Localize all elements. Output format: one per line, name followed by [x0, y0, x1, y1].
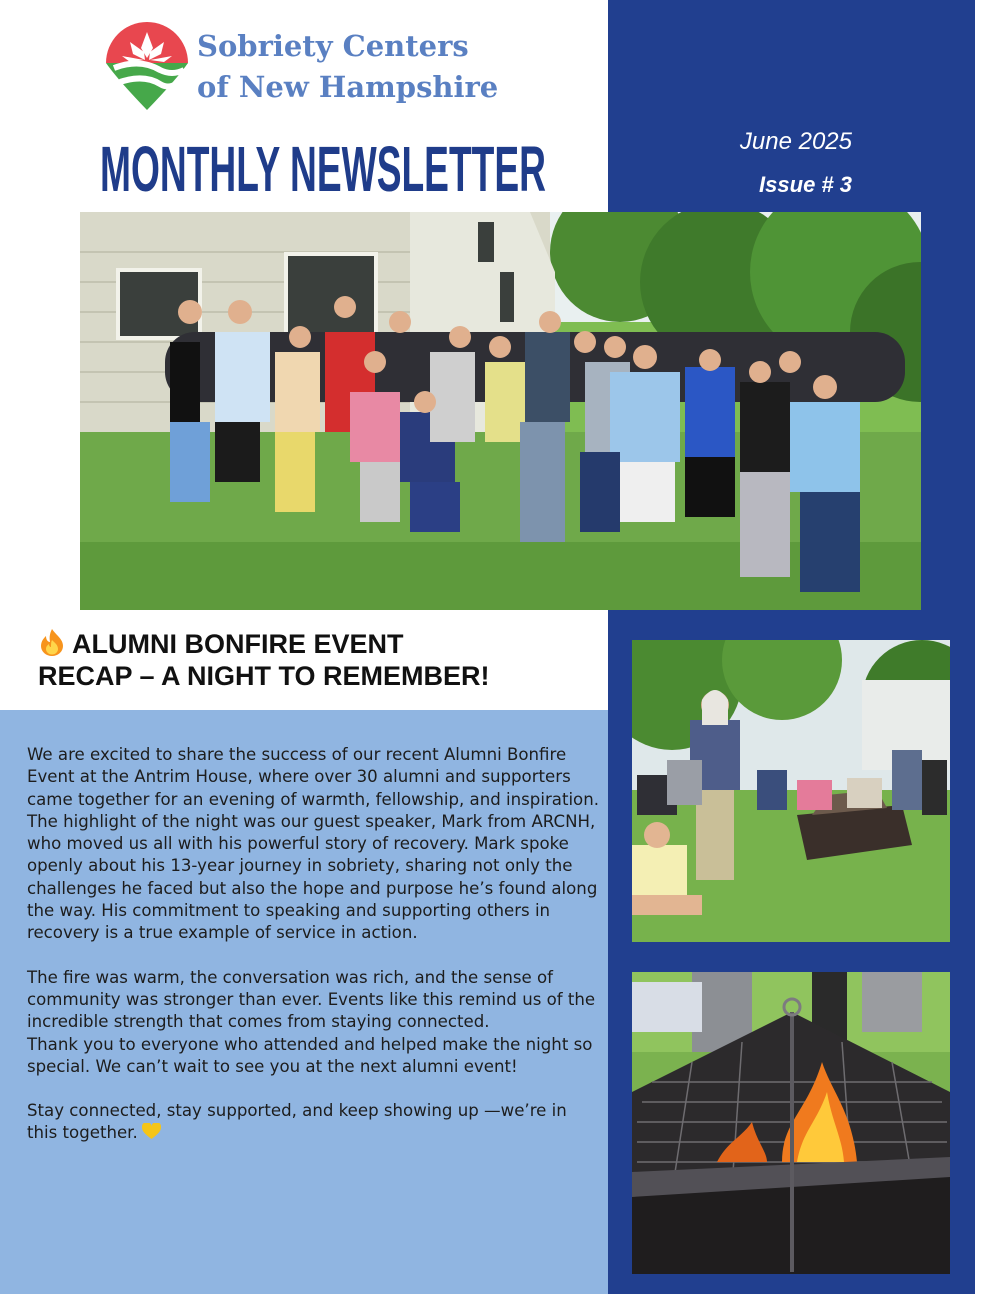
paragraph-2: The highlight of the night was our guest speaker, Mark from ARCNH, who moved us all with his powerful story of recovery. Mark spoke openly about his 13-year journey in sobriety, sharing not only the challenges he faced but also the hope and purpose he’s found along the way. His commitment to speaking and supporting others in recovery is a true example of service in action.: [27, 811, 598, 943]
org-name-line2: of New Hampshire: [197, 70, 499, 104]
org-name: [197, 26, 498, 108]
paragraph-5-wrapper: [27, 1100, 599, 1145]
issue-date: June 2025: [739, 128, 852, 155]
newsletter-title: [100, 132, 548, 202]
paragraph-5: Stay connected, stay supported, and keep showing up —we’re in this together.: [27, 1101, 567, 1143]
headline-line1: ALUMNI BONFIRE EVENT: [72, 629, 404, 659]
newsletter-title-text: MONTHLY NEWSLETTER: [100, 133, 546, 202]
lotus-landscape-logo-icon: [100, 18, 195, 113]
group-photo: [80, 212, 921, 610]
paragraph-4: Thank you to everyone who attended and helped make the night so special. We can’t wait to see you at the next alumni event!: [27, 1034, 593, 1076]
fire-emoji-icon: [38, 628, 66, 656]
article-body: [27, 744, 599, 1145]
fire-pit-photo: [632, 972, 950, 1274]
paragraph-1: We are excited to share the success of our recent Alumni Bonfire Event at the Antrim House, where over 30 alumni and supporters came together for an evening of warmth, fellowship, and inspiration.: [27, 745, 599, 809]
org-name-line1: Sobriety Centers: [197, 29, 469, 63]
paragraph-3: The fire was warm, the conversation was rich, and the sense of community was stronger than ever. Events like this remind us of the incredible strength that comes from staying connected.: [27, 967, 596, 1032]
yellow-heart-icon: [142, 1123, 161, 1140]
article-headline: [38, 628, 598, 692]
headline-line2: RECAP – A NIGHT TO REMEMBER!: [38, 661, 490, 691]
speaker-photo: [632, 640, 950, 942]
issue-number: Issue # 3: [759, 172, 852, 197]
